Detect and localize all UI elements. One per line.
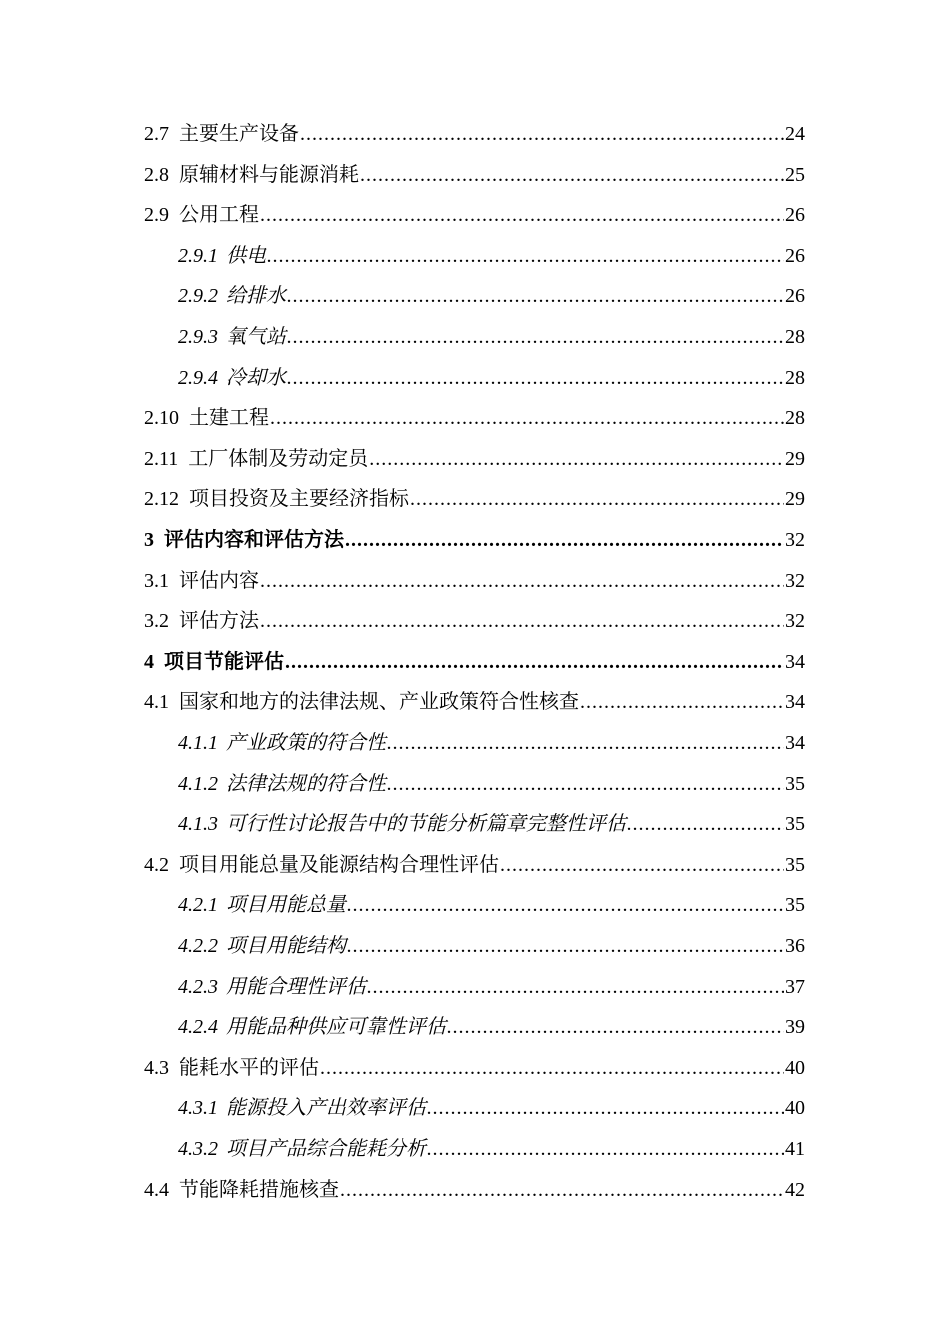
toc-entry-page: 29 (785, 447, 805, 470)
toc-entry-page: 28 (785, 366, 805, 389)
dot-leader (300, 122, 784, 146)
toc-entry-number: 4.1.3 (178, 813, 218, 836)
dot-leader (410, 487, 784, 511)
toc-entry-number: 4.4 (144, 1178, 169, 1201)
toc-entry-number: 4.3 (144, 1056, 169, 1079)
toc-entry[interactable] (144, 841, 805, 877)
toc-entry-number: 4.1.1 (178, 732, 218, 754)
toc-entry-number: 4.2.4 (178, 1016, 218, 1039)
toc-subentry[interactable] (178, 1125, 805, 1161)
toc-entry-title: 原辅材料与能源消耗 (179, 163, 359, 186)
toc-entry-page: 28 (785, 326, 805, 348)
toc-entry-page: 35 (785, 813, 805, 836)
dot-leader (267, 244, 784, 268)
toc-entry-number: 2.9.2 (178, 285, 218, 308)
toc-entry-page: 35 (785, 894, 805, 917)
toc-entry-title: 氧气站 (226, 326, 286, 348)
toc-subentry[interactable] (178, 313, 805, 349)
toc-entry-title: 能源投入产出效率评估 (226, 1097, 426, 1120)
toc-entry-title: 项目用能总量 (226, 894, 346, 917)
toc-subentry[interactable] (178, 922, 805, 958)
toc-entry[interactable] (144, 475, 805, 511)
toc-entry-page: 42 (785, 1178, 805, 1201)
toc-entry-page: 40 (785, 1097, 805, 1120)
toc-entry-title: 冷却水 (226, 366, 286, 389)
toc-chapter[interactable] (144, 516, 805, 552)
toc-entry-page: 25 (785, 163, 805, 186)
toc-entry[interactable] (144, 557, 805, 593)
toc-subentry[interactable] (178, 719, 805, 755)
toc-entry-number: 2.9.1 (178, 244, 218, 267)
toc-entry-number: 2.9 (144, 204, 169, 227)
dot-leader (367, 975, 784, 999)
toc-entry-number: 2.9.3 (178, 326, 218, 348)
toc-entry-number: 3.2 (144, 610, 169, 633)
toc-entry-number: 4.2.1 (178, 894, 218, 917)
toc-entry[interactable] (144, 191, 805, 227)
toc-entry-page: 32 (785, 610, 805, 633)
toc-subentry[interactable] (178, 354, 805, 390)
toc-entry-page: 35 (785, 772, 805, 795)
toc-entry-title: 工厂体制及劳动定员 (188, 447, 369, 470)
toc-entry-title: 项目节能评估 (164, 650, 284, 673)
toc-chapter[interactable] (144, 638, 805, 674)
toc-entry-number: 2.12 (144, 488, 179, 511)
toc-entry-title: 节能降耗措施核查 (179, 1178, 339, 1201)
toc-entry[interactable] (144, 678, 805, 714)
toc-entry[interactable] (144, 394, 805, 430)
toc-entry-title: 国家和地方的法律法规、产业政策符合性核查 (179, 691, 579, 714)
toc-entry-page: 32 (785, 569, 805, 592)
toc-entry-page: 39 (785, 1016, 805, 1039)
dot-leader (580, 690, 784, 714)
dot-leader (260, 203, 784, 227)
toc-entry-page: 24 (785, 123, 805, 145)
toc-entry-title: 评估内容 (179, 569, 259, 592)
toc-subentry[interactable] (178, 881, 805, 917)
toc-entry-title: 公用工程 (179, 204, 259, 227)
dot-leader (369, 447, 784, 471)
toc-subentry[interactable] (178, 1084, 805, 1120)
dot-leader (447, 1015, 784, 1039)
toc-entry-title: 项目用能结构 (226, 935, 346, 957)
toc-entry-number: 4.2 (144, 853, 169, 876)
toc-entry-number: 3 (144, 529, 154, 551)
toc-entry-number: 2.10 (144, 407, 179, 430)
toc-entry-title: 法律法规的符合性 (226, 772, 386, 795)
toc-entry-number: 4.1.2 (178, 772, 218, 795)
toc-entry-number: 4.1 (144, 691, 169, 714)
toc-entry-number: 2.9.4 (178, 366, 218, 389)
dot-leader (287, 284, 784, 308)
dot-leader (427, 1137, 784, 1161)
toc-entry-number: 4.3.1 (178, 1097, 218, 1120)
toc-entry[interactable] (144, 597, 805, 633)
toc-subentry[interactable] (178, 800, 805, 836)
toc-entry-title: 用能品种供应可靠性评估 (226, 1016, 446, 1039)
toc-entry-page: 34 (785, 691, 805, 714)
dot-leader (427, 1096, 784, 1120)
toc-entry-title: 项目产品综合能耗分析 (226, 1138, 426, 1160)
toc-entry-page: 32 (785, 529, 805, 551)
toc-subentry[interactable] (178, 232, 805, 268)
toc-entry-title: 评估内容和评估方法 (164, 529, 344, 551)
dot-leader (260, 569, 784, 593)
toc-subentry[interactable] (178, 272, 805, 308)
dot-leader (500, 853, 784, 877)
toc-entry[interactable] (144, 151, 805, 187)
dot-leader (347, 893, 784, 917)
dot-leader (285, 650, 784, 674)
toc-entry[interactable] (144, 110, 805, 146)
toc-entry-number: 2.8 (144, 163, 169, 186)
toc-entry-page: 35 (785, 853, 805, 876)
toc-entry-page: 26 (785, 244, 805, 267)
toc-entry-number: 4.3.2 (178, 1138, 218, 1160)
toc-entry-title: 项目投资及主要经济指标 (189, 488, 409, 511)
dot-leader (387, 772, 784, 796)
dot-leader (260, 609, 784, 633)
toc-entry-title: 可行性讨论报告中的节能分析篇章完整性评估 (226, 813, 626, 836)
toc-entry-title: 评估方法 (179, 610, 259, 633)
toc-entry-page: 26 (785, 285, 805, 308)
dot-leader (387, 731, 784, 755)
toc-entry-page: 37 (785, 975, 805, 998)
toc-entry-page: 29 (785, 488, 805, 511)
toc-entry-title: 供电 (226, 244, 266, 267)
toc-entry-title: 用能合理性评估 (226, 975, 366, 998)
toc-subentry[interactable] (178, 760, 805, 796)
toc-entry-number: 3.1 (144, 569, 169, 592)
toc-entry-page: 41 (785, 1138, 805, 1160)
toc-entry-title: 产业政策的符合性 (226, 732, 386, 754)
toc-entry-title: 项目用能总量及能源结构合理性评估 (179, 853, 499, 876)
toc-entry-title: 主要生产设备 (179, 123, 299, 145)
dot-leader (287, 325, 784, 349)
dot-leader (287, 366, 784, 390)
toc-entry-page: 34 (785, 732, 805, 754)
toc-entry-number: 4.2.2 (178, 935, 218, 957)
toc-entry-page: 40 (785, 1056, 805, 1079)
dot-leader (347, 934, 784, 958)
dot-leader (340, 1178, 784, 1202)
toc-subentry[interactable] (178, 1003, 805, 1039)
toc-entry-page: 26 (785, 204, 805, 227)
toc-entry-number: 4.2.3 (178, 975, 218, 998)
dot-leader (320, 1056, 784, 1080)
dot-leader (627, 812, 784, 836)
toc-entry-title: 能耗水平的评估 (179, 1056, 319, 1079)
toc-entry[interactable] (144, 1166, 805, 1202)
toc-entry-page: 36 (785, 935, 805, 957)
toc-entry-page: 28 (785, 407, 805, 430)
toc-entry-page: 34 (785, 650, 805, 673)
toc-entry[interactable] (144, 435, 805, 471)
toc-entry-number: 4 (144, 650, 154, 673)
dot-leader (345, 528, 784, 552)
toc-entry-number: 2.11 (144, 447, 179, 470)
toc-entry-title: 给排水 (226, 285, 286, 308)
toc-subentry[interactable] (178, 963, 805, 999)
toc-entry[interactable] (144, 1044, 805, 1080)
dot-leader (270, 406, 784, 430)
toc-entry-title: 土建工程 (189, 407, 269, 430)
dot-leader (360, 163, 784, 187)
toc-entry-number: 2.7 (144, 123, 169, 145)
